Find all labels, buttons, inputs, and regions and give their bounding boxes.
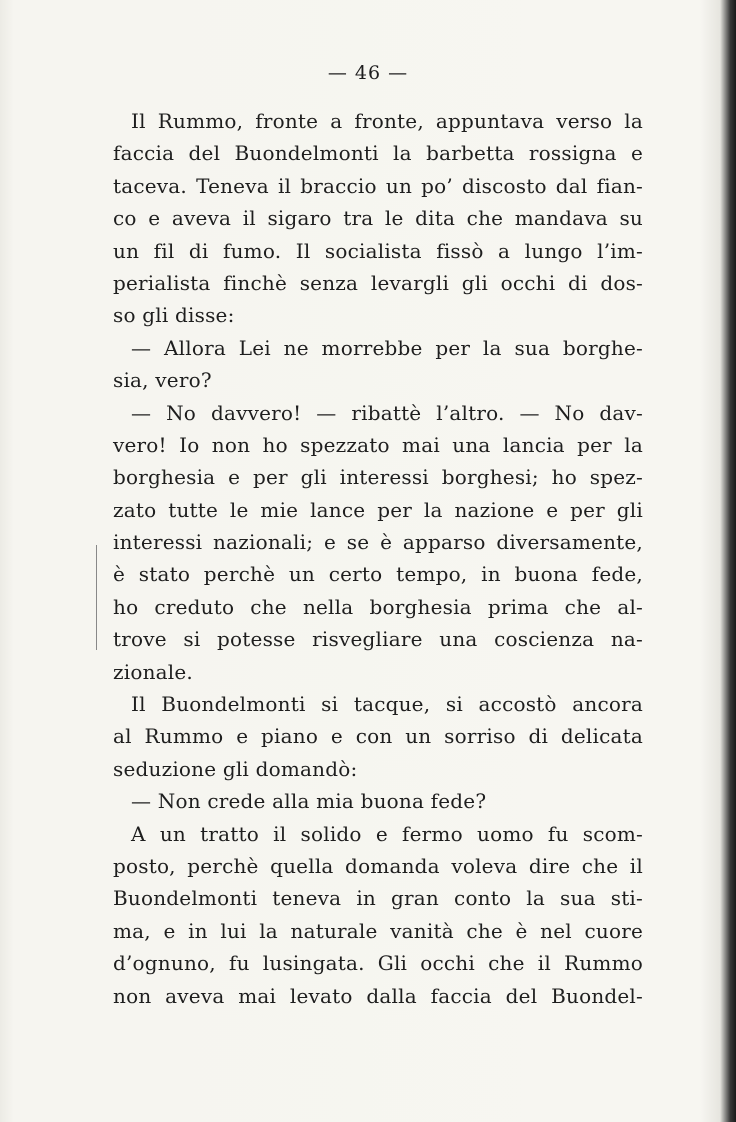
text-line: è stato perchè un certo tempo, in buona fede, (113, 562, 643, 587)
text-line: so gli disse: (113, 303, 235, 328)
text-line: — Non crede alla mia buona fede? (131, 789, 487, 814)
body-text (113, 105, 643, 1012)
text-line: seduzione gli domandò: (113, 756, 358, 781)
text-line: zionale. (113, 659, 193, 684)
text-line: — No davvero! — ribattè l’altro. — No dav- (131, 400, 643, 425)
text-line: Il Buondelmonti si tacque, si accostò ancora (131, 692, 643, 717)
text-line: vero! Io non ho spezzato mai una lancia per la (113, 432, 643, 457)
text-line: sia, vero? (113, 368, 212, 393)
text-line: perialista finchè senza levargli gli occhi di dos- (113, 270, 643, 295)
text-line: posto, perchè quella domanda voleva dire che il (113, 853, 643, 878)
text-line: — Allora Lei ne morrebbe per la sua borghe- (131, 335, 643, 360)
text-line: co e aveva il sigaro tra le dita che mandava su (113, 206, 643, 231)
text-line: borghesia e per gli interessi borghesi; ho spez- (113, 465, 643, 490)
text-line: ma, e in lui la naturale vanità che è nel cuore (113, 918, 643, 943)
text-line: ho creduto che nella borghesia prima che al- (113, 594, 643, 619)
text-line: Buondelmonti teneva in gran conto la sua sti- (113, 886, 643, 911)
text-line: faccia del Buondelmonti la barbetta rossigna e (113, 141, 643, 166)
text-line: A un tratto il solido e fermo uomo fu scom- (131, 821, 643, 846)
margin-pencil-mark (96, 545, 97, 650)
text-line: interessi nazionali; e se è apparso diversamente, (113, 530, 643, 555)
text-line: zato tutte le mie lance per la nazione e per gli (113, 497, 643, 522)
text-line: un fil di fumo. Il socialista fissò a lungo l’im- (113, 238, 643, 263)
page-number: — 46 — (327, 62, 409, 84)
text-line: taceva. Teneva il braccio un po’ discosto dal fian- (113, 173, 643, 198)
text-line: d’ognuno, fu lusingata. Gli occhi che il Rummo (113, 951, 643, 976)
text-line: non aveva mai levato dalla faccia del Buondel- (113, 983, 643, 1008)
text-line: Il Rummo, fronte a fronte, appuntava verso la (131, 109, 643, 133)
text-line: trove si potesse risvegliare una coscienza na- (113, 627, 643, 652)
text-line: al Rummo e piano e con un sorriso di delicata (113, 724, 643, 749)
